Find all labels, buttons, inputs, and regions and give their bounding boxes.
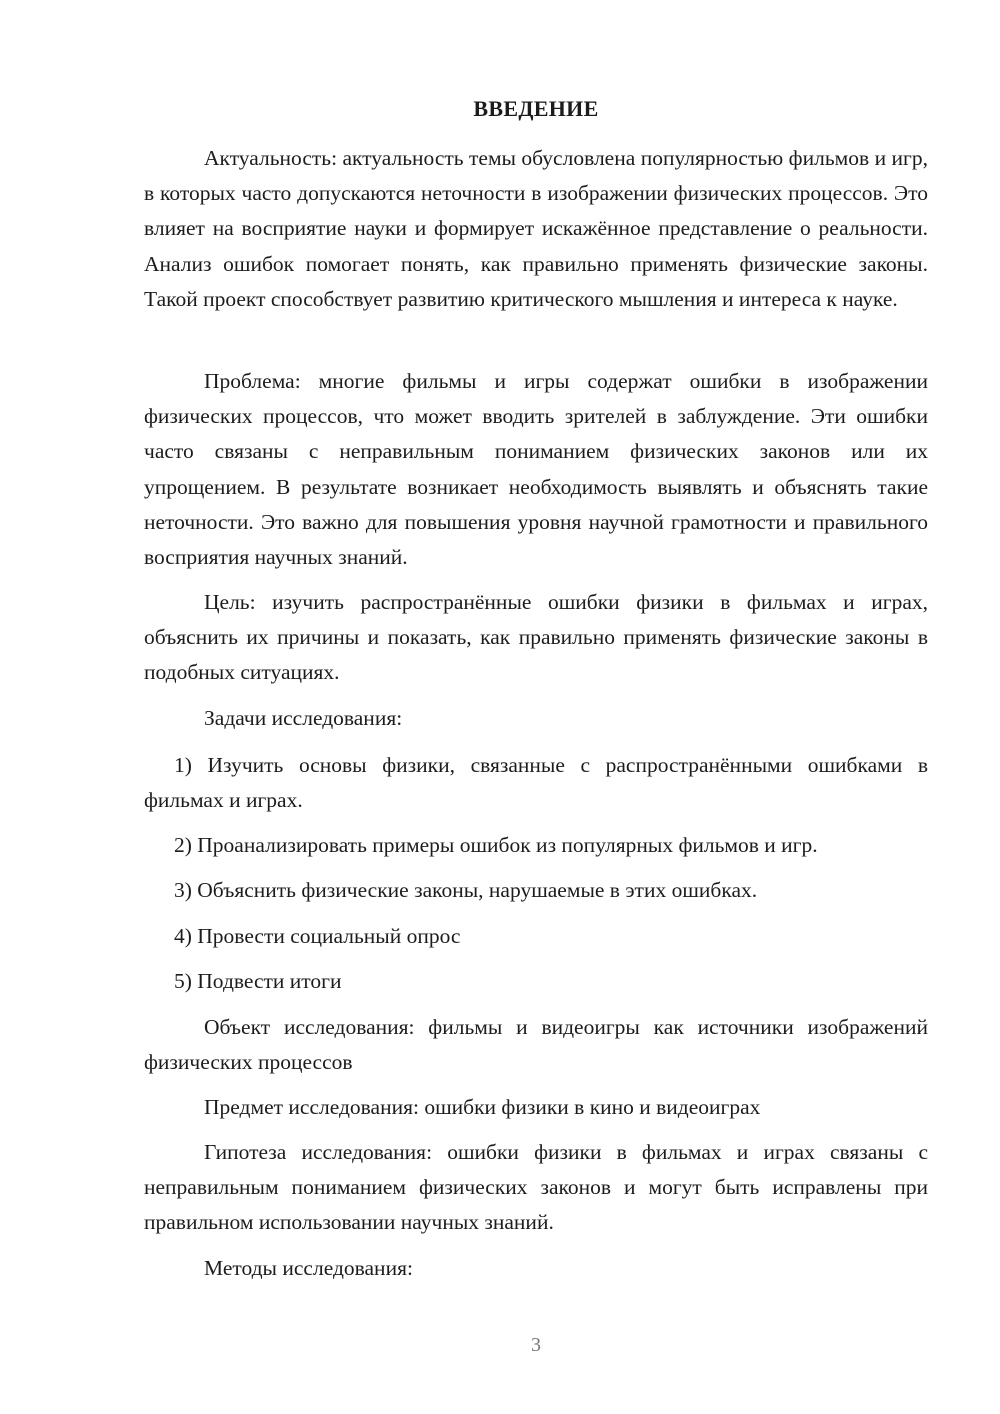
task-item-1: 1) Изучить основы физики, связанные с распространёнными ошибками в фильмах и играх. — [144, 753, 928, 813]
subject-paragraph: Предмет исследования: ошибки физики в кино и видеоиграх — [204, 1095, 761, 1119]
task-item-4: 4) Провести социальный опрос — [174, 924, 461, 948]
task-item-5: 5) Подвести итоги — [174, 969, 342, 993]
section-heading: ВВЕДЕНИЕ — [473, 96, 599, 121]
methods-heading: Методы исследования: — [204, 1256, 413, 1280]
tasks-heading: Задачи исследования: — [204, 706, 403, 730]
relevance-paragraph: Актуальность: актуальность темы обусловлена популярностью фильмов и игр, в которых часто допускаются неточности в изображении физических процессов. Это влияет на восприятие науки и формирует искажённое представление о реальности. Анализ ошибок помогает понять, как правильно применять физические законы. Такой проект способствует развитию критического мышления и интереса к науке. — [144, 146, 928, 311]
goal-paragraph: Цель: изучить распространённые ошибки физики в фильмах и играх, объяснить их причины и показать, как правильно применять физические законы в подобных ситуациях. — [144, 590, 928, 685]
hypothesis-paragraph: Гипотеза исследования: ошибки физики в фильмах и играх связаны с неправильным пониманием физических законов и могут быть исправлены при правильном использовании научных знаний. — [144, 1140, 928, 1235]
task-item-2: 2) Проанализировать примеры ошибок из популярных фильмов и игр. — [174, 833, 818, 857]
object-paragraph: Объект исследования: фильмы и видеоигры как источники изображений физических процессов — [144, 1015, 928, 1075]
page-number: 3 — [531, 1334, 541, 1356]
problem-paragraph: Проблема: многие фильмы и игры содержат ошибки в изображении физических процессов, что может вводить зрителей в заблуждение. Эти ошибки часто связаны с неправильным пониманием физических законов или их упрощением. В результате возникает необходимость выявлять и объяснять такие неточности. Это важно для повышения уровня научной грамотности и правильного восприятия научных знаний. — [144, 369, 928, 570]
task-item-3: 3) Объяснить физические законы, нарушаемые в этих ошибках. — [174, 878, 758, 902]
